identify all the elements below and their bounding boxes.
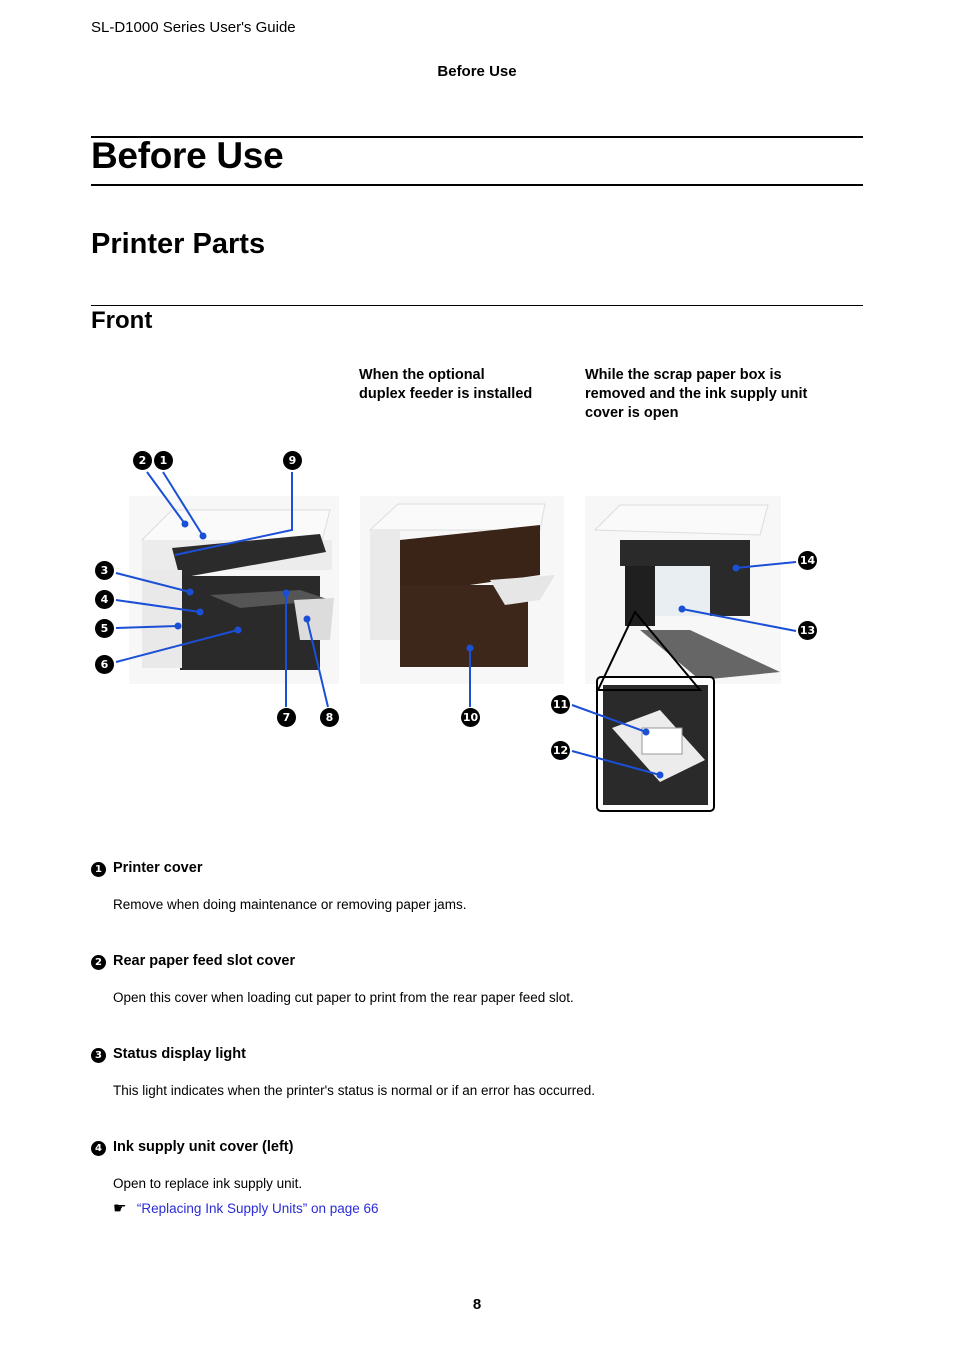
item-description: This light indicates when the printer's status is normal or if an error has occurred. <box>113 1083 596 1098</box>
callout-6: 6 <box>95 655 114 674</box>
page-number: 8 <box>472 1296 482 1313</box>
callout-1: 1 <box>154 451 173 470</box>
caption-scrap-box-removed <box>585 366 807 423</box>
callout-3: 3 <box>95 561 114 580</box>
caption-line: duplex feeder is installed <box>359 386 533 402</box>
pointing-hand-icon: ☛ <box>113 1200 127 1217</box>
item-number-badge: 4 <box>91 1141 106 1156</box>
caption-line: When the optional <box>359 367 485 383</box>
callout-12: 12 <box>551 741 570 760</box>
callout-7: 7 <box>277 708 296 727</box>
caption-duplex-feeder <box>359 366 532 404</box>
item-title-printer-cover: Printer cover <box>113 860 203 876</box>
callout-8: 8 <box>320 708 339 727</box>
caption-line: cover is open <box>585 405 679 421</box>
callout-11: 11 <box>551 695 570 714</box>
callout-2: 2 <box>133 451 152 470</box>
item-title-status-light: Status display light <box>113 1046 246 1062</box>
callout-10: 10 <box>461 708 480 727</box>
printer-photo-duplex <box>360 496 564 684</box>
cross-reference <box>113 1199 379 1218</box>
chapter-title: Before Use <box>91 135 284 176</box>
printer-photo-front <box>129 496 339 684</box>
section-title: Printer Parts <box>91 228 266 260</box>
subsection-rule <box>91 305 863 306</box>
callout-5: 5 <box>95 619 114 638</box>
subsection-title: Front <box>91 307 153 334</box>
guide-title: SL-D1000 Series User's Guide <box>91 19 296 36</box>
item-description: Open this cover when loading cut paper to print from the rear paper feed slot. <box>113 990 574 1005</box>
item-number-badge: 2 <box>91 955 106 970</box>
callout-14: 14 <box>798 551 817 570</box>
item-number-badge: 1 <box>91 862 106 877</box>
callout-9: 9 <box>283 451 302 470</box>
item-description: Open to replace ink supply unit. <box>113 1176 303 1191</box>
item-title-ink-cover-left: Ink supply unit cover (left) <box>113 1139 294 1155</box>
replacing-ink-link[interactable]: “Replacing Ink Supply Units” on page 66 <box>136 1201 379 1216</box>
item-title-rear-feed-cover: Rear paper feed slot cover <box>113 953 296 969</box>
chapter-rule-bottom <box>91 184 863 186</box>
callout-13: 13 <box>798 621 817 640</box>
item-number-badge: 3 <box>91 1048 106 1063</box>
caption-line: removed and the ink supply unit <box>585 386 808 402</box>
caption-line: While the scrap paper box is <box>585 367 782 383</box>
running-head: Before Use <box>437 63 517 80</box>
ink-unit-inset-photo <box>597 677 714 811</box>
item-description: Remove when doing maintenance or removing paper jams. <box>113 897 467 912</box>
callout-4: 4 <box>95 590 114 609</box>
